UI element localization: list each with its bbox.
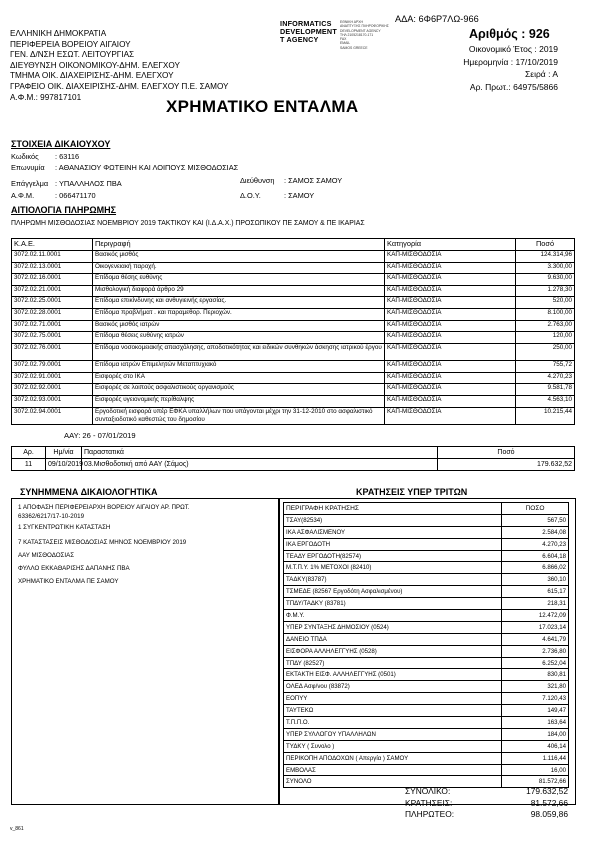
kae-amount: 755,72: [516, 361, 575, 373]
kae-category: ΚΑΠ-ΜΙΣΘΟΔΟΣΙΑ: [385, 396, 516, 408]
kae-amount: 8.100,00: [516, 308, 575, 320]
withholding-description: ΙΚΑ ΕΡΓΟΔΟΤΗ: [284, 538, 502, 550]
issuer-line: ΓΡΑΦΕΙΟ ΟΙΚ. ΔΙΑΧΕΙΡΙΣΗΣ-ΔΗΜ. ΕΛΕΓΧΟΥ Π.Ε. ΣΑΜΟΥ: [10, 81, 229, 91]
list-item: 1 ΣΥΓΚΕΝΤΡΩΤΙΚΗ ΚΑΤΑΣΤΑΣΗ: [18, 524, 111, 531]
kae-category: ΚΑΠ-ΜΙΣΘΟΔΟΣΙΑ: [385, 297, 516, 309]
document-meta: [463, 43, 558, 93]
issuer-afm: Α.Φ.Μ.: 997817101: [10, 92, 82, 102]
kae-description: Επίδομα θέσης ευθύνης: [93, 274, 385, 286]
kae-code: 3072.02.21.0001: [12, 285, 93, 297]
beneficiary-name: : ΑΘΑΝΑΣΙΟΥ ΦΩΤΕΙΝΗ ΚΑΙ ΛΟΙΠΟΥΣ ΜΙΣΘΟΔΟΣΙΑΣ: [55, 163, 239, 172]
withholding-amount: 6.604,18: [502, 550, 569, 562]
supporting-docs-table: [11, 446, 575, 471]
list-item: ΦΥΛΛΟ ΕΚΚΑΘΑΡΙΣΗΣ ΔΑΠΑΝΗΣ ΠΒΑ: [18, 565, 130, 572]
kae-amount: 1.278,30: [516, 285, 575, 297]
kae-description: Επίδομα νοσοκομειακής απασχόλησης, αποδοτικότητας και ειδικών συνθηκών άσκησης ιατρικού έργου: [93, 343, 385, 361]
totals-block: [405, 786, 568, 821]
table-row: [284, 538, 569, 550]
kae-code: 3072.02.28.0001: [12, 308, 93, 320]
withholding-amount-header: ΠΟΣΟ: [502, 503, 569, 515]
withholding-amount: 149,47: [502, 705, 569, 717]
list-item: ΑΑΥ ΜΙΣΘΟΔΟΣΙΑΣ: [18, 552, 75, 559]
table-row: [284, 705, 569, 717]
withholding-description: ΤΥΔΚΥ ( Συνολο ): [284, 740, 502, 752]
kae-description: Βασικός μισθός ιατρών: [93, 320, 385, 332]
ada-code: ΑΔΑ: 6Φ6Ρ7ΛΩ-966: [395, 14, 479, 24]
kae-description: Οικογενειακή παροχή.: [93, 262, 385, 274]
withholding-amount: 17.023,14: [502, 621, 569, 633]
meta-series: Σειρά : Α: [525, 69, 558, 80]
logo-small-text: [340, 20, 389, 50]
issuer-block: [10, 29, 229, 103]
supporting-docs-table-body: [12, 447, 575, 471]
withholding-amount: 1.116,44: [502, 752, 569, 764]
payable-label: ΠΛΗΡΩΤΕΟ:: [405, 809, 455, 819]
logo-small-line: SAMOS GREECE: [340, 45, 368, 50]
list-item: 63362/6217/17-10-2019: [18, 513, 85, 520]
issuer-line: ΕΛΛΗΝΙΚΗ ΔΗΜΟΚΡΑΤΙΑ: [10, 29, 107, 38]
meta-date: Ημερομηνία : 17/10/2019: [463, 56, 558, 67]
withholdings-table-body: [284, 503, 569, 788]
withholding-desc-header: ΠΕΡΙΓΡΑΦΗ ΚΡΑΤΗΣΗΣ: [284, 503, 502, 515]
kae-description: Επίδομα προβλήματ . και παραμεθορ. Περιοχών.: [93, 308, 385, 320]
kae-code: 3072.02.94.0001: [12, 407, 93, 425]
description-header: Περιγραφή: [93, 239, 385, 251]
kae-category: ΚΑΠ-ΜΙΣΘΟΔΟΣΙΑ: [385, 274, 516, 286]
withholding-amount: 830,81: [502, 669, 569, 681]
withholding-amount: 2.736,80: [502, 645, 569, 657]
withholding-amount: 4.641,79: [502, 633, 569, 645]
expense-code-table: [11, 238, 575, 425]
beneficiary-heading: ΣΤΟΙΧΕΙΑ ΔΙΚΑΙΟΥΧΟΥ: [11, 139, 111, 149]
withholding-description: ΔΑΝΕΙΟ ΤΠΔΑ: [284, 633, 502, 645]
kae-amount: 10.215,44: [516, 407, 575, 425]
attached-docs-box: [11, 498, 280, 805]
table-row: [12, 384, 575, 396]
table-header-row: [12, 239, 575, 251]
category-header: Κατηγορία: [385, 239, 516, 251]
kae-amount: 2.763,00: [516, 320, 575, 332]
withholding-description: ΤΠΔΥ (82527): [284, 657, 502, 669]
table-row: [284, 657, 569, 669]
kae-code: 3072.02.75.0001: [12, 332, 93, 344]
version-footer: v_861: [10, 826, 24, 832]
amount-header: Ποσό: [438, 447, 575, 459]
kae-category: ΚΑΠ-ΜΙΣΘΟΔΟΣΙΑ: [385, 361, 516, 373]
kae-code: 3072.02.92.0001: [12, 384, 93, 396]
kae-category: ΚΑΠ-ΜΙΣΘΟΔΟΣΙΑ: [385, 262, 516, 274]
withholding-description: ΕΜΒΟΛΑΣ: [284, 764, 502, 776]
doc-date: 09/10/2019: [46, 459, 82, 471]
table-row: [284, 693, 569, 705]
withholding-amount: 7.120,43: [502, 693, 569, 705]
logo-line: DEVELOPMENT: [280, 27, 337, 36]
kae-code: 3072.02.91.0001: [12, 372, 93, 384]
kae-amount: 4.270,23: [516, 372, 575, 384]
date-header: Ημ/νία: [46, 447, 82, 459]
withholding-description: ΤΑΥΤΕΚΩ: [284, 705, 502, 717]
kae-description: Εργοδοτική εισφορά υπέρ ΕΦΚΑ υπαλλήλων που υπάγονται μέχρι την 31-12-2010 στο ασφαλιστικό συνταξιοδοτικό καθεστώς του δημοσίου: [93, 407, 385, 425]
table-row: [12, 407, 575, 425]
table-row: [12, 343, 575, 361]
agency-logo: [280, 20, 337, 44]
kae-amount: 120,00: [516, 332, 575, 344]
doc-number: 11: [12, 459, 46, 471]
withholding-amount: 81.572,66: [502, 776, 569, 788]
beneficiary-afm: : 066471170: [55, 191, 96, 200]
kae-description: Μισθολογική διαφορά άρθρο 29: [93, 285, 385, 297]
withholding-amount: 406,14: [502, 740, 569, 752]
table-header-row: [12, 447, 575, 459]
kae-category: ΚΑΠ-ΜΙΣΘΟΔΟΣΙΑ: [385, 332, 516, 344]
withholding-description: ΠΕΡΙΚΟΠΗ ΑΠΟΔΟΧΩΝ ( Απεργία ) ΣΑΜΟΥ: [284, 752, 502, 764]
withholding-amount: 567,50: [502, 514, 569, 526]
amount-header: Ποσό: [516, 239, 575, 251]
table-row: [12, 285, 575, 297]
kae-description: Εισφορές σε λοιπούς ασφαλιστικούς οργανισμούς: [93, 384, 385, 396]
withholding-amount: 12.472,09: [502, 610, 569, 622]
kae-header: Κ.Α.Ε.: [12, 239, 93, 251]
table-row: [284, 740, 569, 752]
table-row: [284, 621, 569, 633]
kae-category: ΚΑΠ-ΜΙΣΘΟΔΟΣΙΑ: [385, 372, 516, 384]
withholding-description: ΣΥΝΟΛΟ: [284, 776, 502, 788]
payment-reason-text: ΠΛΗΡΩΜΗ ΜΙΣΘΟΔΟΣΙΑΣ ΝΟΕΜΒΡΙΟΥ 2019 ΤΑΚΤΙΚΟΥ ΚΑΙ (Ι.Δ.Α.Χ.) ΠΡΟΣΩΠΙΚΟΥ ΠΕ ΣΑΜΟΥ & ΠΕ ΙΚΑΡΙΑΣ: [11, 220, 365, 227]
withholding-description: Μ.Τ.Π.Υ. 1% ΜΕΤΟΧΟΙ (82410): [284, 562, 502, 574]
list-item: 1 ΑΠΟΦΑΣΗ ΠΕΡΙΦΕΡΕΙΑΡΧΗ ΒΟΡΕΙΟΥ ΑΙΓΑΙΟΥ ΑΡ. ΠΡΩΤ.: [18, 504, 190, 511]
kae-category: ΚΑΠ-ΜΙΣΘΟΔΟΣΙΑ: [385, 320, 516, 332]
withholding-amount: 4.270,23: [502, 538, 569, 550]
withholdings-total-value: 81.572,66: [530, 797, 568, 808]
expense-code-table-body: [12, 239, 575, 425]
withholding-description: ΕΚΤΑΚΤΗ ΕΙΣΦ. ΑΛΛΗΛΕΓΓΥΗΣ (0501): [284, 669, 502, 681]
kae-description: Επίδομα ιατρών Επιμελητών Μεταπτυχιακό: [93, 361, 385, 373]
doc-description: 03.Μισθοδοτική από ΑΑΥ (Σάμος): [82, 459, 438, 471]
total-label: ΣΥΝΟΛΙΚΟ:: [405, 786, 451, 796]
kae-description: Επίδομα θέσεις ευθύνης ιατρών: [93, 332, 385, 344]
table-row: [12, 308, 575, 320]
withholdings-total-label: ΚΡΑΤΗΣΕΙΣ:: [405, 797, 453, 808]
afm-label: Α.Φ.Μ.: [11, 191, 35, 200]
withholding-amount: 163,64: [502, 717, 569, 729]
table-row: [12, 361, 575, 373]
table-row: [284, 610, 569, 622]
beneficiary-code: : 63116: [55, 152, 80, 161]
withholding-description: ΕΟΠΥΥ: [284, 693, 502, 705]
kae-code: 3072.02.71.0001: [12, 320, 93, 332]
issuer-line: ΔΙΕΥΘΥΝΣΗ ΟΙΚΟΝΟΜΙΚΟΥ-ΔΗΜ. ΕΛΕΓΧΟΥ: [10, 60, 180, 70]
table-row: [284, 764, 569, 776]
withholding-amount: 321,80: [502, 681, 569, 693]
table-row: [12, 262, 575, 274]
table-row: [12, 396, 575, 408]
table-row: [12, 320, 575, 332]
logo-small-line: EMAIL: [340, 41, 351, 46]
table-row: [284, 514, 569, 526]
table-row: [284, 562, 569, 574]
table-header-row: [284, 503, 569, 515]
kae-description: Εισφορές υγειονομικής περίθαλψης: [93, 396, 385, 408]
kae-amount: 250,00: [516, 343, 575, 361]
withholding-description: ΕΙΣΦΟΡΑ ΑΛΛΗΛΕΓΓΥΗΣ (0528): [284, 645, 502, 657]
meta-protocol: Αρ. Πρωτ.: 64975/5866: [469, 81, 558, 92]
payable-value: 98.059,86: [530, 809, 568, 819]
table-row: [284, 550, 569, 562]
table-row: [12, 297, 575, 309]
payment-reason-heading: ΑΙΤΙΟΛΟΓΙΑ ΠΛΗΡΩΜΗΣ: [11, 205, 117, 215]
withholding-description: ΤΣΑΥ(82534): [284, 514, 502, 526]
withholding-amount: 218,31: [502, 598, 569, 610]
issuer-line: ΓΕΝ. Δ/ΝΣΗ ΕΣΩΤ. ΛΕΙΤΟΥΡΓΙΑΣ: [10, 50, 135, 60]
withholding-description: ΤΕΑΔΥ ΕΡΓΟΔΟΤΗ(82574): [284, 550, 502, 562]
table-row: [12, 332, 575, 344]
table-row: [284, 526, 569, 538]
withholding-amount: 184,00: [502, 728, 569, 740]
logo-small-line: FAX: [340, 37, 347, 42]
meta-year: Οικονομικό Έτος : 2019: [468, 44, 558, 54]
issuer-line: ΤΜΗΜΑ ΟΙΚ. ΔΙΑΧΕΙΡΙΣΗΣ-ΔΗΜ. ΕΛΕΓΧΟΥ: [10, 71, 174, 81]
withholding-description: ΥΠΕΡ ΣΥΛΛΟΓΟΥ ΥΠΑΛΛΗΛΩΝ: [284, 728, 502, 740]
profession: : ΥΠΑΛΛΗΛΟΣ ΠΒΑ: [55, 179, 122, 188]
tax-office-label: Δ.Ο.Υ.: [240, 191, 261, 200]
kae-category: ΚΑΠ-ΜΙΣΘΟΔΟΣΙΑ: [385, 384, 516, 396]
withholding-amount: 2.584,08: [502, 526, 569, 538]
table-row: [12, 372, 575, 384]
table-row: [12, 459, 575, 471]
withholding-amount: 615,17: [502, 586, 569, 598]
withholding-description: Φ.Μ.Υ.: [284, 610, 502, 622]
kae-category: ΚΑΠ-ΜΙΣΘΟΔΟΣΙΑ: [385, 343, 516, 361]
kae-code: 3072.02.76.0001: [12, 343, 93, 361]
kae-amount: 3.300,00: [516, 262, 575, 274]
withholdings-total-row: [405, 798, 568, 810]
withholding-description: ΤΠΔΥ/ΤΑΔΚΥ (83781): [284, 598, 502, 610]
table-row: [284, 752, 569, 764]
aay-reference: ΑΑΥ: 26 - 07/01/2019: [64, 431, 136, 440]
table-row: [284, 717, 569, 729]
kae-category: ΚΑΠ-ΜΙΣΘΟΔΟΣΙΑ: [385, 251, 516, 263]
kae-code: 3072.02.11.0001: [12, 251, 93, 263]
table-row: [284, 574, 569, 586]
list-item: ΧΡΗΜΑΤΙΚΟ ΕΝΤΑΛΜΑ ΠΕ ΣΑΜΟΥ: [18, 578, 119, 585]
issuer-line: ΠΕΡΙΦΕΡΕΙΑ ΒΟΡΕΙΟΥ ΑΙΓΑΙΟΥ: [10, 39, 131, 49]
logo-small-line: ΑΝΑΠΤΥΞΗΣ ΠΛΗΡΟΦΟΡΙΚΗΣ: [340, 24, 389, 29]
kae-amount: 9.581,78: [516, 384, 575, 396]
withholding-description: ΟΛΕΔ Ασφ/νου (83872): [284, 681, 502, 693]
kae-code: 3072.02.16.0001: [12, 274, 93, 286]
withholding-description: ΤΣΜΕΔΕ (82567 Εργοδότη Ασφαλισμένου): [284, 586, 502, 598]
table-row: [284, 681, 569, 693]
kae-category: ΚΑΠ-ΜΙΣΘΟΔΟΣΙΑ: [385, 407, 516, 425]
kae-description: Επίδομα επικίνδυνης και ανθυγιεινής εργασίας.: [93, 297, 385, 309]
logo-line: INFORMATICS: [280, 19, 332, 28]
total-row: [405, 786, 568, 798]
logo-small-line: ΤΗΛ 2105218170-171: [340, 32, 374, 37]
document-number: Αριθμός : 926: [469, 27, 550, 41]
table-row: [284, 586, 569, 598]
kae-category: ΚΑΠ-ΜΙΣΘΟΔΟΣΙΑ: [385, 285, 516, 297]
attached-docs-heading: ΣΥΝΗΜΜΕΝΑ ΔΙΚΑΙΟΛΟΓΗΤΙΚΑ: [20, 487, 158, 497]
address: : ΣΑΜΟΣ ΣΑΜΟΥ: [284, 176, 343, 185]
list-item: 7 ΚΑΤΑΣΤΑΣΕΙΣ ΜΙΣΘΟΔΟΣΙΑΣ ΜΗΝΟΣ ΝΟΕΜΒΡΙΟΥ 2019: [18, 539, 187, 546]
attached-docs-list: [12, 499, 279, 590]
kae-category: ΚΑΠ-ΜΙΣΘΟΔΟΣΙΑ: [385, 308, 516, 320]
table-row: [284, 728, 569, 740]
withholding-amount: 6.252,04: [502, 657, 569, 669]
address-label: Διεύθυνση: [240, 176, 275, 185]
table-row: [284, 598, 569, 610]
withholding-amount: 360,10: [502, 574, 569, 586]
withholdings-heading: ΚΡΑΤΗΣΕΙΣ ΥΠΕΡ ΤΡΙΤΩΝ: [356, 487, 468, 497]
beneficiary-code-label: Κωδικός: [11, 152, 39, 161]
payable-row: [405, 809, 568, 821]
table-row: [12, 274, 575, 286]
kae-description: Εισφορές στο ΙΚΑ: [93, 372, 385, 384]
logo-small-line: DEVELOPMENT AGENCY: [340, 28, 381, 33]
kae-amount: 4.563,10: [516, 396, 575, 408]
withholding-description: ΥΠΕΡ ΣΥΝΤΑΞΗΣ ΔΗΜΟΣΙΟΥ (0524): [284, 621, 502, 633]
kae-description: Βασικός μισθός: [93, 251, 385, 263]
withholding-description: ΙΚΑ ΑΣΦΑΛΙΣΜΕΝΟΥ: [284, 526, 502, 538]
table-row: [12, 251, 575, 263]
kae-amount: 9.630,00: [516, 274, 575, 286]
kae-code: 3072.02.79.0001: [12, 361, 93, 373]
withholding-description: ΤΑΔΚΥ(83787): [284, 574, 502, 586]
documents-header: Παραστατικά: [82, 447, 438, 459]
withholding-amount: 16,00: [502, 764, 569, 776]
kae-amount: 520,00: [516, 297, 575, 309]
table-row: [284, 633, 569, 645]
withholding-description: Τ.Π.Π.Ο.: [284, 717, 502, 729]
table-row: [284, 669, 569, 681]
profession-label: Επάγγελμα: [11, 179, 49, 188]
table-row: [284, 645, 569, 657]
beneficiary-name-label: Επωνυμία: [11, 163, 45, 172]
logo-line: T AGENCY: [280, 35, 319, 44]
number-header: Αρ.: [12, 447, 46, 459]
document-title: ΧΡΗΜΑΤΙΚΟ ΕΝΤΑΛΜΑ: [166, 97, 359, 116]
doc-amount: 179.632,52: [438, 459, 575, 471]
logo-small-line: ΕΘΝΙΚΗ ΑΡΧΗ: [340, 20, 363, 24]
kae-code: 3072.02.93.0001: [12, 396, 93, 408]
tax-office: : ΣΑΜΟΥ: [284, 191, 315, 200]
kae-amount: 124.314,96: [516, 251, 575, 263]
withholding-amount: 6.866,02: [502, 562, 569, 574]
kae-code: 3072.02.25.0001: [12, 297, 93, 309]
withholdings-table: [283, 502, 569, 788]
total-value: 179.632,52: [526, 786, 568, 796]
kae-code: 3072.02.13.0001: [12, 262, 93, 274]
